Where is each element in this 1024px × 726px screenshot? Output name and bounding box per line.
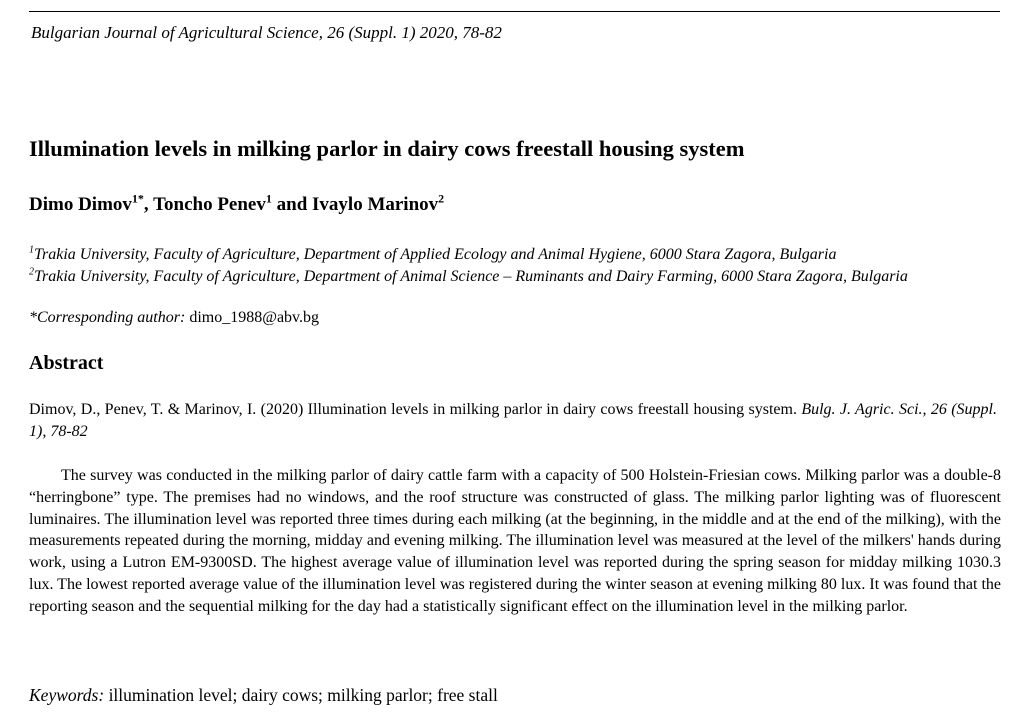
affiliation-text: Trakia University, Faculty of Agriculture, Department of Applied Ecology and Animal Hygiene, 6000 Stara Zagora, Bulgaria <box>34 246 837 263</box>
author-name: Toncho Penev <box>153 194 266 215</box>
author-name: Dimo Dimov <box>29 194 132 215</box>
corresponding-author-label: *Corresponding author: <box>29 309 186 326</box>
keywords-text: illumination level; dairy cows; milking parlor; free stall <box>108 685 498 705</box>
journal-running-header: Bulgarian Journal of Agricultural Science, 26 (Suppl. 1) 2020, 78-82 <box>31 23 502 42</box>
affiliation-mark: 2 <box>29 266 34 278</box>
keywords <box>29 685 498 706</box>
header-rule <box>29 11 1000 12</box>
abstract-body: The survey was conducted in the milking parlor of dairy cattle farm with a capacity of 500 Holstein-Friesian cows. Milking parlor was a double-8 “herringbone” type. The premises had no windows, and the roof structure was constructed of glass. The milking parlor lighting was of fluorescent luminaires. The illumination level was reported three times during each milking (at the beginning, in the middle and at the end of the milking), with the measurements repeated during the morning, midday and evening milking. The illumination level was measured at the level of the milkers' hands during work, using a Lutron EM-9300SD. The highest average value of illumination level was reported during the spring season for midday milking 1030.3 lux. The lowest reported average value of the illumination level was registered during the winter season at evening milking 80 lux. It was found that the reporting season and the sequential milking for the day had a statistically significant effect on the illumination level in the milking parlor. <box>29 467 1001 615</box>
author-affiliation-mark: 1 <box>265 191 272 206</box>
author-affiliation-mark: 2 <box>438 191 445 206</box>
author-separator: and <box>271 194 313 215</box>
affiliation-mark: 1 <box>29 244 34 256</box>
affiliation-1 <box>29 244 1004 266</box>
citation <box>29 399 997 443</box>
keywords-label: Keywords: <box>29 685 105 705</box>
affiliation-2 <box>29 266 1004 288</box>
author-affiliation-mark: 1* <box>131 191 144 206</box>
affiliation-text: Trakia University, Faculty of Agriculture, Department of Animal Science – Ruminants and Dairy Farming, 6000 Stara Zagora, Bulgaria <box>34 268 908 285</box>
citation-text: Dimov, D., Penev, T. & Marinov, I. (2020) Illumination levels in milking parlor in dairy cows freestall housing system. <box>29 401 797 418</box>
author-list <box>29 191 445 216</box>
corresponding-author <box>29 309 319 327</box>
citation-journal: Bulg. J. Agric. Sci., 26 (Suppl. 1), 78-82 <box>29 401 997 440</box>
corresponding-author-email[interactable]: dimo_1988@abv.bg <box>189 309 319 326</box>
paper-title: Illumination levels in milking parlor in dairy cows freestall housing system <box>29 136 745 161</box>
author-separator: , <box>143 194 154 215</box>
abstract-heading: Abstract <box>29 352 104 374</box>
author-name: Ivaylo Marinov <box>312 194 439 215</box>
